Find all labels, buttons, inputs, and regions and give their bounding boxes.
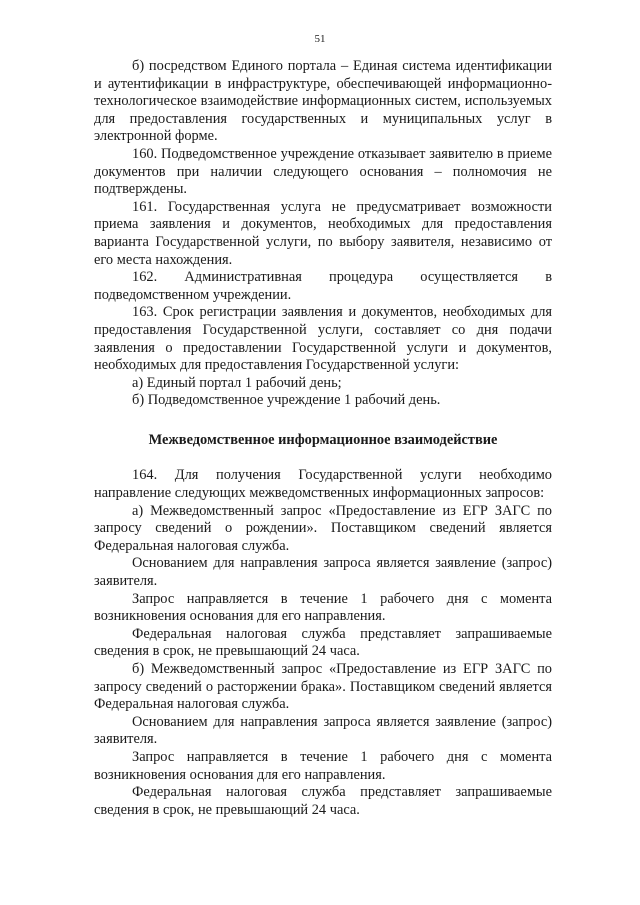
paragraph-b-portal: б) посредством Единого портала – Единая система идентификации и аутентификации в инфраструктуре, обеспечивающей информационно-технологическое взаимодействие информационных систем, используемых для предоставления государственных и муниципальных услуг в электронной форме. <box>94 58 552 145</box>
request-b: б) Межведомственный запрос «Предоставление из ЕГР ЗАГС по запросу сведений о расторжении брака». Поставщиком сведений является Федеральная налоговая служба. <box>94 661 552 713</box>
request-a-basis: Основанием для направления запроса является заявление (запрос) заявителя. <box>94 555 552 590</box>
list-item-b: б) Подведомственное учреждение 1 рабочий день. <box>132 392 441 409</box>
paragraph-162: 162. Административная процедура осуществляется в подведомственном учреждении. <box>94 269 552 303</box>
request-a-response: Федеральная налоговая служба представляет запрашиваемые сведения в срок, не превышающий 24 часа. <box>94 625 552 660</box>
section-heading: Межведомственное информационное взаимодействие <box>148 431 498 448</box>
document-body <box>94 58 552 819</box>
paragraph-163: 163. Срок регистрации заявления и документов, необходимых для предоставления Государственной услуги, составляет со дня подачи заявления о предоставлении Государственной услуги и документов, необходимых для предоставления Государственной услуги: <box>94 304 552 374</box>
request-b-timing: Запрос направляется в течение 1 рабочего дня с момента возникновения основания для его направления. <box>94 748 552 783</box>
request-a-timing: Запрос направляется в течение 1 рабочего дня с момента возникновения основания для его направления. <box>94 590 552 625</box>
request-b-basis: Основанием для направления запроса является заявление (запрос) заявителя. <box>94 713 552 748</box>
paragraph-164: 164. Для получения Государственной услуги необходимо направление следующих межведомственных информационных запросов: <box>94 467 552 502</box>
paragraph-160: 160. Подведомственное учреждение отказывает заявителю в приеме документов при наличии следующего основания – полномочия не подтверждены. <box>94 145 552 198</box>
list-item-a: а) Единый портал 1 рабочий день; <box>132 374 342 391</box>
request-a: а) Межведомственный запрос «Предоставление из ЕГР ЗАГС по запросу сведений о рождении». Поставщиком сведений является Федеральная налоговая служба. <box>94 502 552 554</box>
paragraph-161: 161. Государственная услуга не предусматривает возможности приема заявления и документов, необходимых для предоставления варианта Государственной услуги, по выбору заявителя, независимо от его места нахождения. <box>94 198 552 268</box>
page-number: 51 <box>314 33 326 45</box>
request-b-response: Федеральная налоговая служба представляет запрашиваемые сведения в срок, не превышающий 24 часа. <box>94 784 552 818</box>
